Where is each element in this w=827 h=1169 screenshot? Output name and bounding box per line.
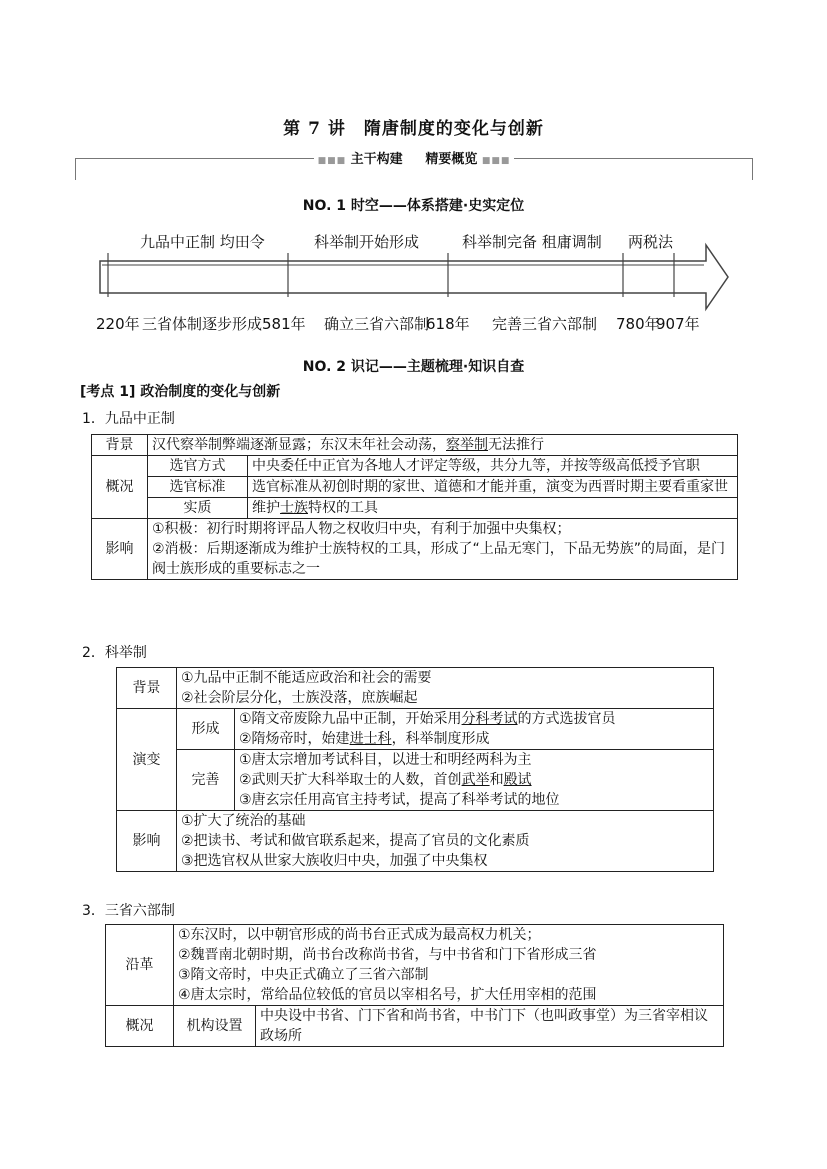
cell-standard: 选官标准从初创时期的家世、道德和才能并重，演变为西晋时期主要看重家世 (248, 477, 738, 498)
row-label: 概况 (92, 456, 148, 519)
timeline-year: 220年 (96, 315, 140, 333)
sub-label: 完善 (177, 750, 235, 811)
kaodian-heading: [考点 1] 政治制度的变化与创新 (80, 384, 281, 400)
sub-label: 机构设置 (174, 1006, 256, 1047)
table-row (106, 925, 724, 1006)
banner-left-text: 主干构建 (350, 152, 403, 167)
timeline (96, 225, 736, 335)
row-label: 背景 (117, 668, 177, 709)
table-row (117, 811, 714, 872)
cell-background: ①九品中正制不能适应政治和社会的需要 ②社会阶层分化，士族没落，庶族崛起 (177, 668, 714, 709)
cell-perfection: ①唐太宗增加考试科目，以进士和明经两科为主 ②武则天扩大科举取士的人数，首创武举和殿试 ③唐玄宗任用高官主持考试，提高了科举考试的地位 (235, 750, 714, 811)
section-banner (75, 152, 753, 181)
row-label: 演变 (117, 709, 177, 811)
table-jiupin (91, 434, 738, 580)
timeline-year: 780年 (616, 315, 660, 333)
timeline-year: 907年 (656, 315, 700, 333)
timeline-top-label: 科举制开始形成 (314, 233, 420, 251)
sub-label: 形成 (177, 709, 235, 750)
cell-impact: ①积极：初行时期将评品人物之权收归中央，有利于加强中央集权； ②消极：后期逐渐成为维护士族特权的工具，形成了“上品无寒门，下品无势族”的局面，是门阀士族形成的重要标志之一 (148, 519, 738, 580)
table-row (106, 1006, 724, 1047)
table-row (117, 668, 714, 709)
row-label: 影响 (92, 519, 148, 580)
timeline-year: 581年 (262, 315, 306, 333)
no2-heading: NO. 2 识记——主题梳理·知识自查 (302, 359, 525, 375)
row-label: 概况 (106, 1006, 174, 1047)
table-row (117, 750, 714, 811)
table-row (92, 477, 738, 498)
cell-organization: 中央设中书省、门下省和尚书省，中书门下（也叫政事堂）为三省宰相议政场所 (256, 1006, 724, 1047)
banner-squares-right-icon: ■■■ (481, 156, 511, 166)
sub-label: 选官方式 (148, 456, 248, 477)
timeline-bottom-label: 三省体制逐步形成 (142, 315, 263, 333)
sub-label: 实质 (148, 498, 248, 519)
cell-formation: ①隋文帝废除九品中正制，开始采用分科考试的方式选拔官员 ②隋炀帝时，始建进士科，科举制度形成 (235, 709, 714, 750)
table-sansheng (105, 924, 724, 1047)
timeline-top-label: 九品中正制 均田令 (140, 233, 265, 251)
banner-label (75, 148, 753, 167)
timeline-bottom-label: 确立三省六部制 (324, 315, 430, 333)
page-title: 第 7 讲 隋唐制度的变化与创新 (283, 119, 544, 139)
section3-heading: 3．三省六部制 (82, 903, 175, 919)
table-row (117, 709, 714, 750)
cell-essence: 维护士族特权的工具 (248, 498, 738, 519)
timeline-bottom-label: 完善三省六部制 (492, 315, 598, 333)
table-keju (116, 667, 714, 872)
cell-impact: ①扩大了统治的基础 ②把读书、考试和做官联系起来，提高了官员的文化素质 ③把选官权从世家大族收归中央，加强了中央集权 (177, 811, 714, 872)
section2-heading: 2．科举制 (82, 645, 147, 661)
table-row (92, 498, 738, 519)
timeline-top-label: 科举制完备 租庸调制 (462, 233, 602, 251)
no1-heading: NO. 1 时空——体系搭建·史实定位 (302, 198, 525, 214)
banner-squares-left-icon: ■■■ (317, 156, 347, 166)
section1-heading: 1．九品中正制 (82, 411, 175, 427)
table-row (92, 435, 738, 456)
row-label: 背景 (92, 435, 148, 456)
cell-background: 汉代察举制弊端逐渐显露；东汉末年社会动荡，察举制无法推行 (148, 435, 738, 456)
cell-method: 中央委任中正官为各地人才评定等级，共分九等，并按等级高低授予官职 (248, 456, 738, 477)
table-row (92, 456, 738, 477)
timeline-year: 618年 (426, 315, 470, 333)
table-row (92, 519, 738, 580)
banner-right-text: 精要概览 (425, 152, 478, 167)
timeline-top-label: 两税法 (628, 233, 674, 251)
row-label: 沿革 (106, 925, 174, 1006)
cell-evolution: ①东汉时，以中朝官形成的尚书台正式成为最高权力机关； ②魏晋南北朝时期，尚书台改称尚书省，与中书省和门下省形成三省 ③隋文帝时，中央正式确立了三省六部制 ④唐太宗时，常给品位较低的官员以宰相名号，扩大任用宰相的范围 (174, 925, 724, 1006)
sub-label: 选官标准 (148, 477, 248, 498)
row-label: 影响 (117, 811, 177, 872)
